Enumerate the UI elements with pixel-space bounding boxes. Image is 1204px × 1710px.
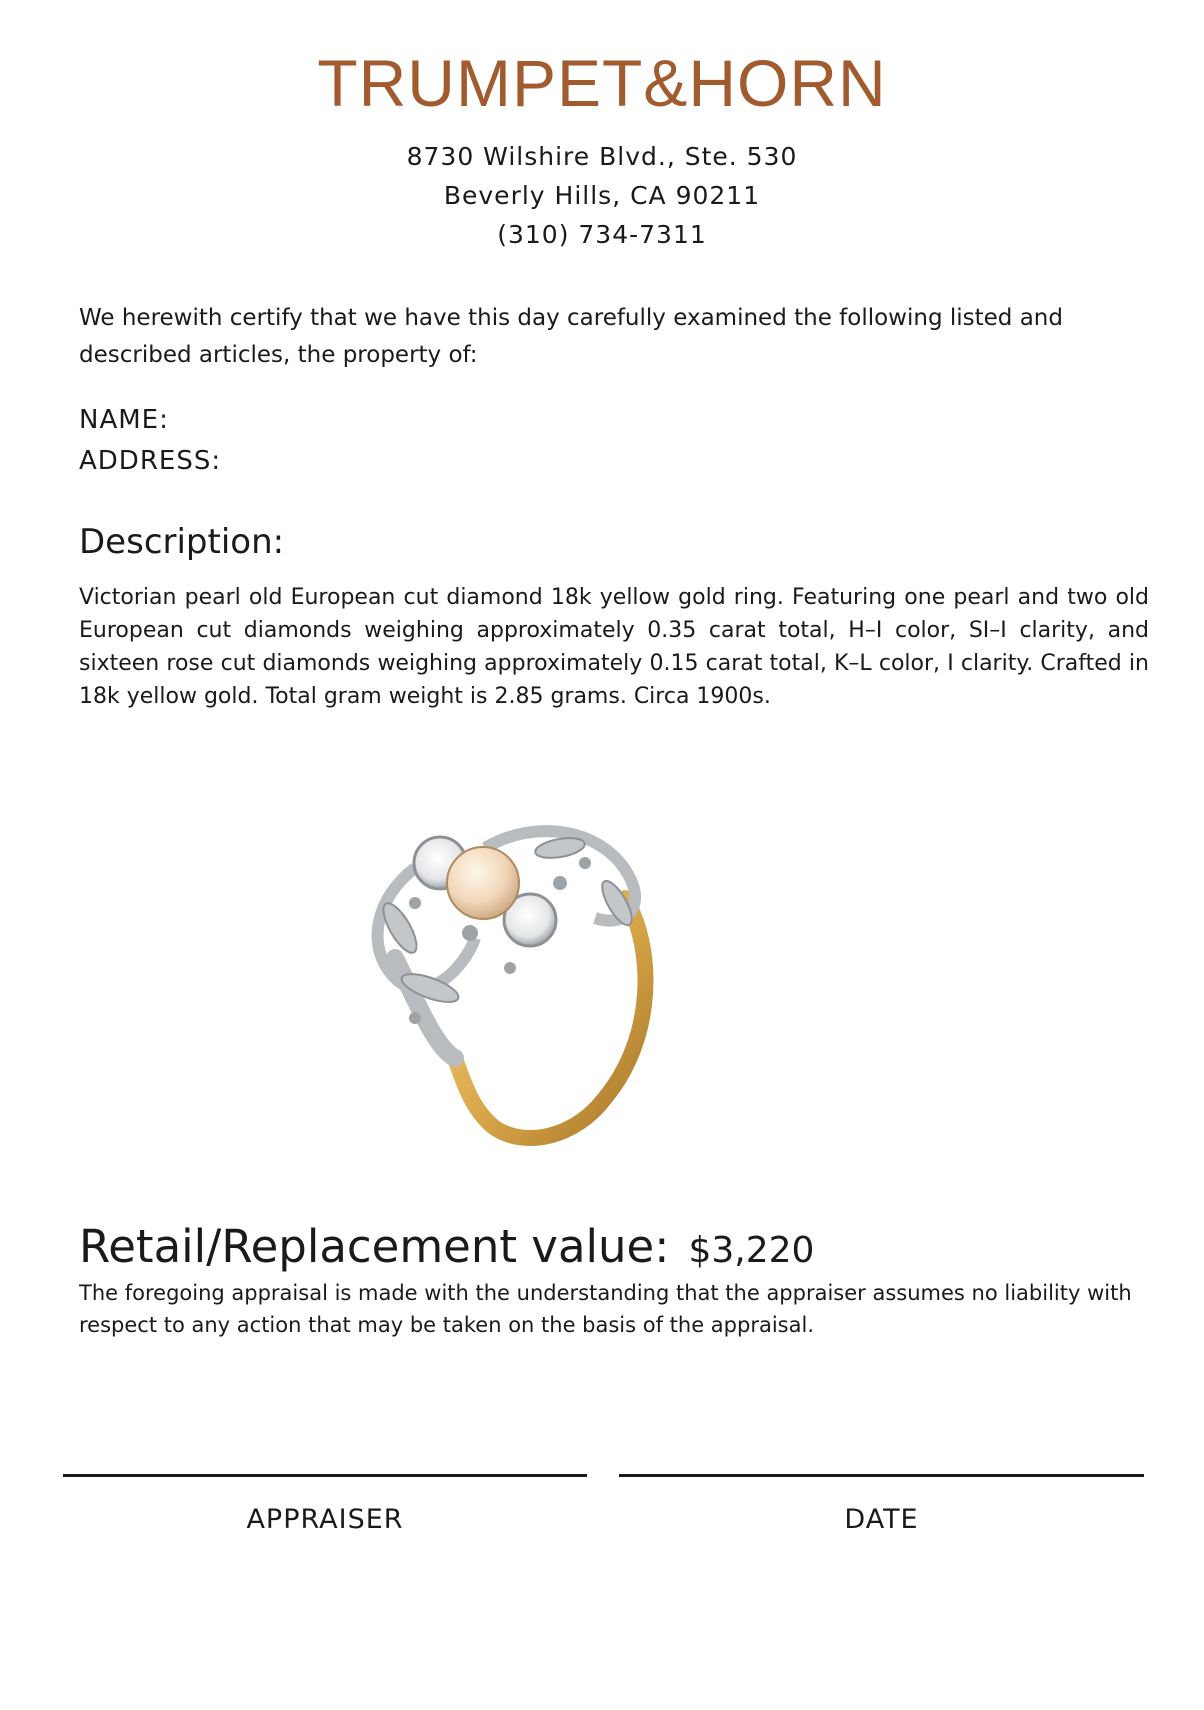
appraisal-disclaimer: The foregoing appraisal is made with the understanding that the appraiser assumes no liability with respect to any action that may be taken on the basis of the appraisal.	[79, 1281, 1132, 1337]
description-text: Victorian pearl old European cut diamond 18k yellow gold ring. Featuring one pearl and two old European cut diamonds weighing approximately 0.35 carat total, H–I color, SI–I clarity, and sixteen rose cut diamonds weighing approximately 0.15 carat total, K–L color, I clarity. Crafted in 18k yellow gold. Total gram weight is 2.85 grams. Circa 1900s.	[79, 585, 1149, 709]
appraiser-signature-line	[63, 1474, 587, 1477]
company-phone: (310) 734-7311	[497, 220, 707, 249]
company-logo: TRUMPET&HORN	[317, 46, 887, 120]
ring-photo	[355, 808, 685, 1168]
value-amount: $3,220	[688, 1230, 815, 1271]
valuation-line	[79, 1220, 814, 1273]
appraiser-label: APPRAISER	[246, 1504, 404, 1535]
address-street: 8730 Wilshire Blvd., Ste. 530	[406, 142, 798, 171]
description-heading: Description:	[79, 522, 285, 562]
address-label: ADDRESS:	[79, 446, 222, 476]
certification-intro: We herewith certify that we have this day carefully examined the following listed and described articles, the property of:	[79, 305, 1063, 368]
date-signature-line	[619, 1474, 1144, 1477]
name-label: NAME:	[79, 405, 169, 435]
address-city: Beverly Hills, CA 90211	[443, 181, 761, 210]
date-label: DATE	[844, 1504, 919, 1535]
value-label: Retail/Replacement value:	[79, 1220, 670, 1273]
company-address	[0, 137, 1204, 254]
